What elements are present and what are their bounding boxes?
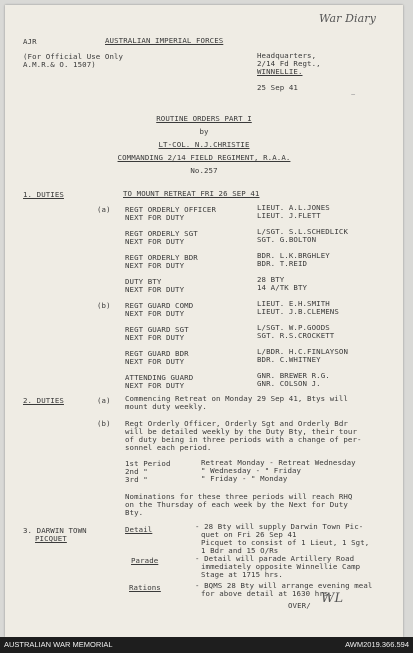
footer-accession: AWM2019.366.594 <box>345 640 409 649</box>
duty-next-name: SGT. G.BOLTON <box>257 235 317 244</box>
duty-next: NEXT FOR DUTY <box>125 261 185 270</box>
rations-text: - BQMS 28 Bty will arrange evening meal <box>195 581 373 590</box>
duty-name: L/SGT. S.L.SCHEDLICK <box>257 227 348 236</box>
duty-title: ATTENDING GUARD <box>125 373 194 382</box>
parade-text: - Detail will parade Artillery Road <box>195 554 355 563</box>
amro-ref: A.M.R.& O. 1507) <box>23 60 96 69</box>
detail-text: quet on Fri 26 Sep 41 <box>201 530 297 539</box>
title-commander: LT-COL. N.J.CHRISTIE <box>158 140 250 149</box>
detail-text: - 28 Bty will supply Darwin Town Pic- <box>195 522 364 531</box>
duty-name: L/BDR. H.C.FINLAYSON <box>257 347 348 356</box>
duty-next-name: LIEUT. J.B.CLEMENS <box>257 307 339 316</box>
duty-title: REGT GUARD BDR <box>125 349 189 358</box>
duty-title: REGT GUARD COMD <box>125 301 194 310</box>
nominations-text: Nominations for these three periods will reach RHQ <box>125 492 353 501</box>
margin-mark: − <box>351 90 356 99</box>
duty-title: REGT ORDERLY BDR <box>125 253 198 262</box>
handwritten-initials: WL <box>321 591 344 606</box>
section-2-b-text: Regt Orderly Officer, Orderly Sgt and Orderly Bdr <box>125 419 348 428</box>
order-number: No.257 <box>190 166 218 175</box>
duty-name: 28 BTY <box>257 275 285 284</box>
over-marker: OVER/ <box>288 601 311 610</box>
period-name: 3rd " <box>125 475 148 484</box>
section-2-b: (b) <box>97 419 111 428</box>
section-3-label-2: PICQUET <box>35 534 67 543</box>
duty-next: NEXT FOR DUTY <box>125 333 185 342</box>
duty-name: L/SGT. W.P.GOODS <box>257 323 330 332</box>
section-1-heading: TO MOUNT RETREAT FRI 26 SEP 41 <box>123 189 260 198</box>
duty-next: NEXT FOR DUTY <box>125 237 185 246</box>
parade-text: immediately opposite Winnellie Camp <box>201 562 361 571</box>
duty-next: NEXT FOR DUTY <box>125 309 185 318</box>
section-2-b-text: sonnel each period. <box>125 443 212 452</box>
section-1-b: (b) <box>97 301 111 310</box>
duty-next-name: 14 A/TK BTY <box>257 283 308 292</box>
hq-line-3: WINNELLIE. <box>257 67 303 76</box>
period-text: Retreat Monday - Retreat Wednesday <box>201 458 356 467</box>
detail-text: Picquet to consist of 1 Lieut, 1 Sgt, <box>201 538 370 547</box>
nominations-text: Bty. <box>125 508 144 517</box>
title-routine-orders: ROUTINE ORDERS PART I <box>156 114 252 123</box>
file-ref: AJR <box>23 37 37 46</box>
section-3-label: 3. DARWIN TOWN <box>23 526 87 535</box>
duty-next: NEXT FOR DUTY <box>125 357 185 366</box>
period-text: " Wednesday - " Friday <box>201 466 302 475</box>
duty-name: GNR. BREWER R.G. <box>257 371 330 380</box>
duty-title: REGT ORDERLY OFFICER <box>125 205 216 214</box>
duty-name: LIEUT. E.H.SMITH <box>257 299 330 308</box>
section-1-label: 1. DUTIES <box>23 190 64 199</box>
duty-next: NEXT FOR DUTY <box>125 381 185 390</box>
duty-next-name: GNR. COLSON J. <box>257 379 321 388</box>
section-2-a-text: Commencing Retreat on Monday 29 Sep 41, Btys will <box>125 394 348 403</box>
section-2-label: 2. DUTIES <box>23 396 64 405</box>
period-name: 1st Period <box>125 459 171 468</box>
parade-text: Stage at 1715 hrs. <box>201 570 283 579</box>
official-use: (For Official Use Only <box>23 52 124 61</box>
detail-text: 1 Bdr and 15 O/Rs <box>201 546 279 555</box>
duty-next: NEXT FOR DUTY <box>125 285 185 294</box>
duty-title: REGT GUARD SGT <box>125 325 189 334</box>
section-1-a: (a) <box>97 205 111 214</box>
title-by: by <box>199 127 209 136</box>
rations-text: for above detail at 1630 hrs. <box>201 589 333 598</box>
title-command: COMMANDING 2/14 FIELD REGIMENT, R.A.A. <box>117 153 291 162</box>
duty-next-name: BDR. C.WHITNEY <box>257 355 321 364</box>
section-2-a-text: mount duty weekly. <box>125 402 207 411</box>
footer-institution: AUSTRALIAN WAR MEMORIAL <box>4 640 113 649</box>
document-page <box>5 5 403 637</box>
rations-label: Rations <box>129 583 161 592</box>
duty-name: LIEUT. A.L.JONES <box>257 203 330 212</box>
order-date: 25 Sep 41 <box>257 83 298 92</box>
nominations-text: on the Thursday of each week by the Next for Duty <box>125 500 348 509</box>
section-2-b-text: will be detailed weekly by the Duty Bty, their tour <box>125 427 358 436</box>
hq-line-1: Headquarters, <box>257 51 317 60</box>
hq-line-2: 2/14 Fd Regt., <box>257 59 321 68</box>
detail-label: Detail <box>125 525 153 534</box>
footer-bar <box>0 637 413 653</box>
handwritten-note: War Diary <box>319 12 376 25</box>
duty-title: DUTY BTY <box>125 277 162 286</box>
duty-next-name: BDR. T.REID <box>257 259 308 268</box>
duty-title: REGT ORDERLY SGT <box>125 229 198 238</box>
unit-heading: AUSTRALIAN IMPERIAL FORCES <box>105 36 224 45</box>
section-2-b-text: of duty being in three periods with a change of per- <box>125 435 362 444</box>
section-2-a: (a) <box>97 396 111 405</box>
duty-next-name: LIEUT. J.FLETT <box>257 211 321 220</box>
parade-label: Parade <box>131 556 159 565</box>
duty-name: BDR. L.K.BRGHLEY <box>257 251 330 260</box>
period-name: 2nd " <box>125 467 148 476</box>
duty-next: NEXT FOR DUTY <box>125 213 185 222</box>
period-text: " Friday - " Monday <box>201 474 288 483</box>
duty-next-name: SGT. R.S.CROCKETT <box>257 331 335 340</box>
